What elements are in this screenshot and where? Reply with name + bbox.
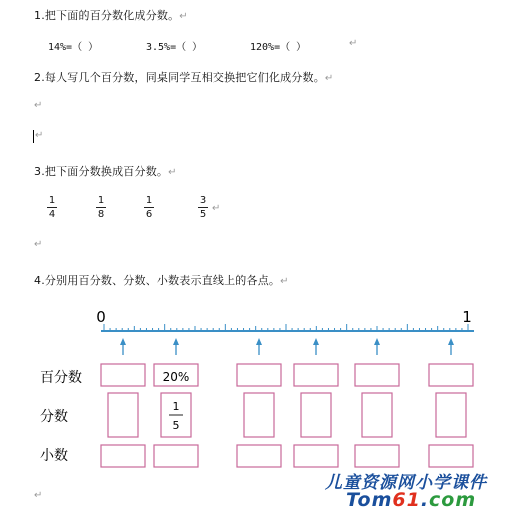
fraction-answer-box bbox=[301, 393, 331, 437]
decimal-answer-box bbox=[101, 445, 145, 467]
paragraph-mark: ↵ bbox=[212, 203, 221, 214]
q1-item-2: 3.5%=（ ） bbox=[146, 42, 203, 53]
decimal-answer-box bbox=[294, 445, 338, 467]
watermark-logo: Tom61.com bbox=[346, 489, 477, 511]
point-arrow-head bbox=[374, 338, 380, 345]
point-arrows bbox=[120, 338, 454, 355]
fraction-answer-box bbox=[362, 393, 392, 437]
decimal-answer-box bbox=[429, 445, 473, 467]
decimal-answer-box bbox=[355, 445, 399, 467]
decimal-answer-box bbox=[237, 445, 281, 467]
q1-item-1: 14%=（ ） bbox=[48, 42, 99, 53]
watermark-chinese: 儿童资源网小学课件 bbox=[325, 473, 487, 493]
filled-percent: 20% bbox=[162, 370, 190, 384]
fraction-1: 1 4 bbox=[48, 195, 56, 220]
fraction-4: 3 5 bbox=[199, 195, 207, 220]
filled-fraction-den: 5 bbox=[172, 419, 180, 432]
point-arrow-head bbox=[173, 338, 179, 345]
paragraph-mark: ↵ bbox=[35, 130, 44, 141]
fraction-3: 1 6 bbox=[145, 195, 153, 220]
number-line-end-label: 1 bbox=[462, 308, 472, 326]
paragraph-mark: ↵ bbox=[349, 38, 358, 49]
point-arrow-head bbox=[448, 338, 454, 345]
answer-boxes bbox=[101, 364, 473, 467]
row-label-decimal: 小数 bbox=[40, 448, 68, 464]
percent-answer-box bbox=[355, 364, 399, 386]
point-arrow-head bbox=[120, 338, 126, 345]
point-arrow-head bbox=[256, 338, 262, 345]
number-line-ticks bbox=[104, 324, 468, 331]
paragraph-mark: ↵ bbox=[34, 490, 43, 501]
paragraph-mark: ↵ bbox=[34, 100, 43, 111]
fraction-answer-box bbox=[436, 393, 466, 437]
q2-prompt: 2.每人写几个百分数，同桌同学互相交换把它们化成分数。↵ bbox=[34, 71, 334, 84]
q1-item-3: 120%=（ ） bbox=[250, 42, 307, 53]
q1-prompt: 1.把下面的百分数化成分数。↵ bbox=[34, 9, 188, 22]
row-label-fraction: 分数 bbox=[40, 409, 68, 425]
fraction-2: 1 8 bbox=[97, 195, 105, 220]
percent-answer-box bbox=[294, 364, 338, 386]
point-arrow-head bbox=[313, 338, 319, 345]
fraction-answer-box bbox=[244, 393, 274, 437]
q4-prompt: 4.分别用百分数、分数、小数表示直线上的各点。↵ bbox=[34, 274, 289, 287]
percent-answer-box bbox=[237, 364, 281, 386]
fraction-answer-box bbox=[108, 393, 138, 437]
paragraph-mark: ↵ bbox=[34, 239, 43, 250]
number-line-start-label: 0 bbox=[96, 308, 106, 326]
decimal-answer-box bbox=[154, 445, 198, 467]
filled-fraction-num: 1 bbox=[172, 400, 180, 413]
percent-answer-box bbox=[101, 364, 145, 386]
row-label-percent: 百分数 bbox=[40, 370, 82, 386]
q3-prompt: 3.把下面分数换成百分数。↵ bbox=[34, 165, 177, 178]
percent-answer-box bbox=[429, 364, 473, 386]
